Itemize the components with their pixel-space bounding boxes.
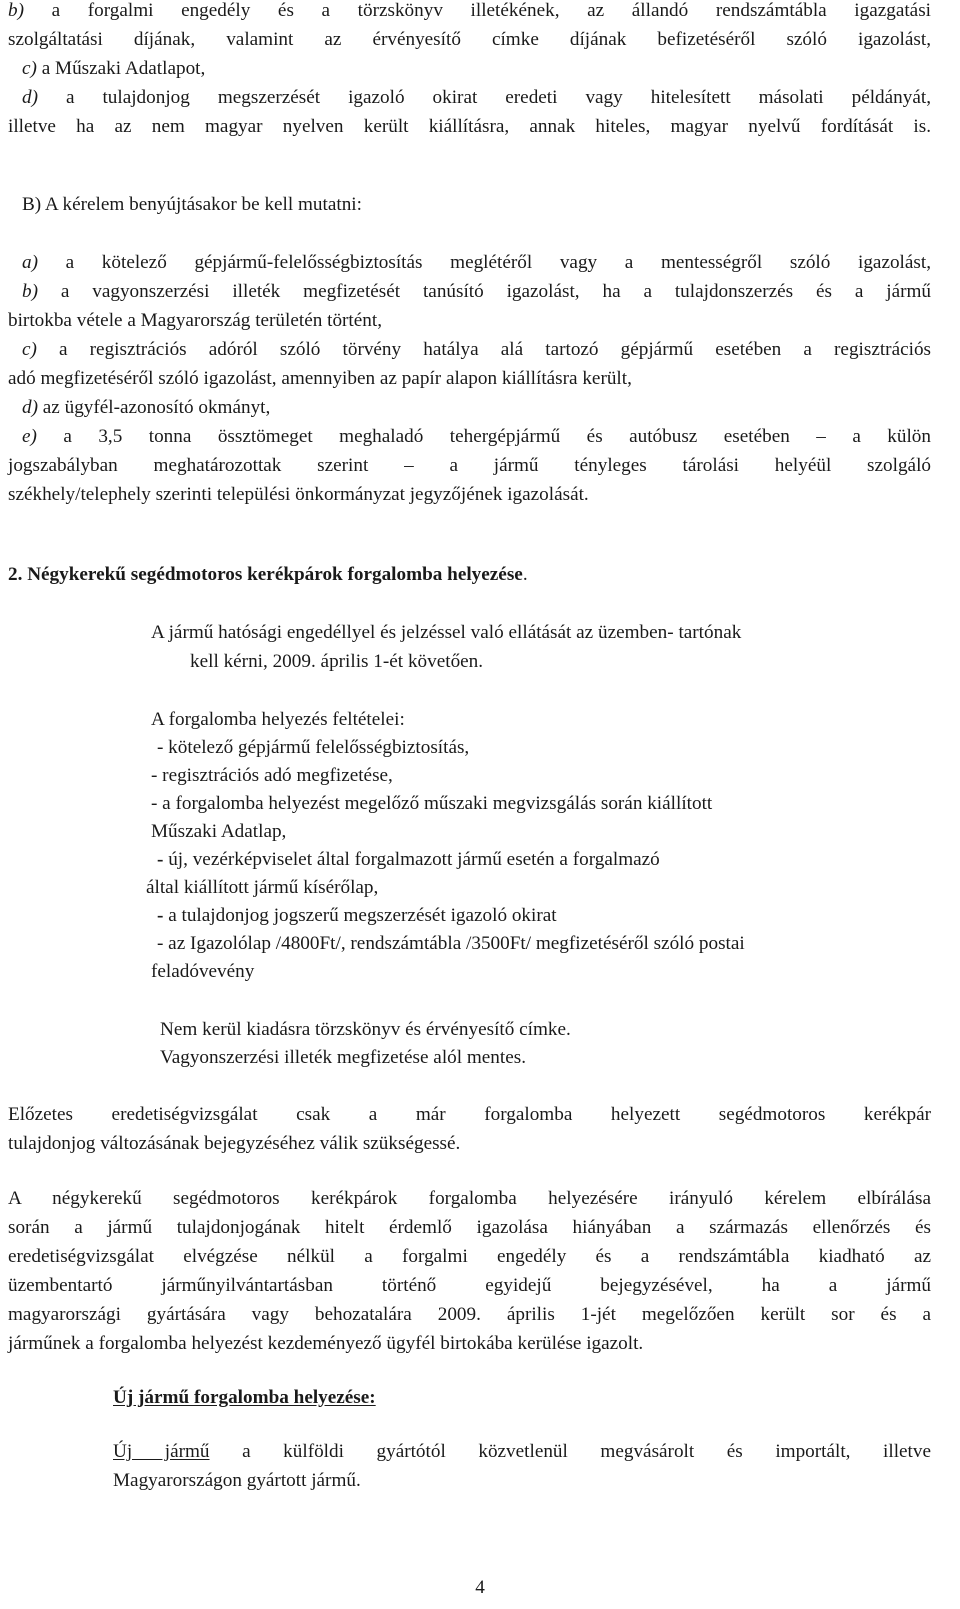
para2-line4: üzembentartó járműnyilvántartásban történő egyidejű bejegyzésével, ha a jármű: [8, 1275, 931, 1296]
condition-3-line2: Műszaki Adatlap,: [151, 821, 287, 842]
item-e-line2: jogszabályban meghatározottak szerint – a jármű tényleges tárolási helyéül szolgáló: [8, 455, 931, 476]
new-vehicle-def-line2: Magyarországon gyártott jármű.: [113, 1470, 361, 1491]
item-b-line2: szolgáltatási díjának, valamint az érvényesítő címke díjának befizetéséről szóló igazolást,: [8, 29, 931, 50]
item-text: a Műszaki Adatlapot,: [36, 58, 206, 79]
condition-4-line1: [157, 846, 660, 874]
new-vehicle-def-line1: [113, 1438, 931, 1466]
item-label: a): [22, 252, 38, 273]
note-2: Vagyonszerzési illeték megfizetése alól mentes.: [160, 1047, 527, 1068]
para2-line5: magyarországi gyártására vagy behozatalára 2009. április 1-jét megelőzően került sor és a: [8, 1304, 931, 1325]
condition-text: a tulajdonjog jogszerű megszerzését igazoló okirat: [163, 905, 557, 926]
para2-line6: járműnek a forgalomba helyezést kezdeményező ügyfél birtokába kerülése igazolt.: [8, 1333, 644, 1354]
heading-text: 2. Négykerekű segédmotoros kerékpárok forgalomba helyezése: [8, 564, 523, 585]
item-b-line2: birtokba vétele a Magyarország területén történt,: [8, 310, 382, 331]
item-text: a forgalmi engedély és a törzskönyv illetékének, az állandó rendszámtábla igazgatási: [23, 0, 931, 21]
condition-text: új, vezérképviselet által forgalmazott jármű esetén a forgalmazó: [163, 849, 660, 870]
condition-4-line2: által kiállított jármű kísérőlap,: [146, 877, 379, 898]
item-a-line: [22, 249, 931, 277]
conditions-title: A forgalomba helyezés feltételei:: [151, 709, 405, 730]
para2-line2: során a jármű tulajdonjogának hitelt érdemlő igazolása hiányában a származás ellenőrzés és: [8, 1217, 931, 1238]
item-text: a tulajdonjog megszerzését igazoló okirat eredeti vagy hitelesített másolati példányát,: [37, 87, 931, 108]
item-c-line: [22, 55, 205, 83]
para2-line3: eredetiségvizsgálat elvégzése nélkül a forgalmi engedély és a rendszámtábla kiadható az: [8, 1246, 931, 1267]
condition-6-line1: - az Igazolólap /4800Ft/, rendszámtábla /3500Ft/ megfizetéséről szóló postai: [157, 933, 745, 954]
intro-line2: kell kérni, 2009. április 1-ét követően.: [190, 651, 484, 672]
condition-1: - kötelező gépjármű felelősségbiztosítás,: [157, 737, 470, 758]
new-vehicle-heading: Új jármű forgalomba helyezése:: [113, 1387, 376, 1408]
item-d-line1: [22, 84, 931, 112]
item-b-line1: [8, 0, 931, 25]
para1-line1: Előzetes eredetiségvizsgálat csak a már forgalomba helyezett segédmotoros kerékpár: [8, 1104, 931, 1125]
section-2-heading: [8, 561, 528, 589]
item-d-line: [22, 394, 270, 422]
condition-6-line2: feladóvevény: [151, 961, 255, 982]
condition-2: - regisztrációs adó megfizetése,: [151, 765, 393, 786]
item-b-line1: [22, 278, 931, 306]
item-e-line3: székhely/telephely szerinti települési önkormányzat jegyzőjének igazolását.: [8, 484, 589, 505]
item-text: a vagyonszerzési illeték megfizetését tanúsító igazolást, ha a tulajdonszerzés és a jármű: [37, 281, 931, 302]
para1-line2: tulajdonjog változásának bejegyzéséhez válik szükségessé.: [8, 1133, 461, 1154]
item-text: az ügyfél-azonosító okmányt,: [37, 397, 271, 418]
definition-text: a külföldi gyártótól közvetlenül megvásárolt és importált, illetve: [209, 1441, 931, 1462]
section-b-heading: B) A kérelem benyújtásakor be kell mutatni:: [22, 194, 362, 215]
item-text: a 3,5 tonna össztömeget meghaladó tehergépjármű és autóbusz esetében – a külön: [36, 426, 931, 447]
defined-term: Új jármű: [113, 1441, 210, 1462]
bullet-dash: -: [157, 849, 164, 870]
item-d-line2: illetve ha az nem magyar nyelven került kiállításra, annak hiteles, magyar nyelvű fordítását is.: [8, 116, 931, 137]
bullet-dash: -: [157, 905, 164, 926]
page-number: 4: [475, 1577, 485, 1598]
item-text: a regisztrációs adóról szóló törvény hatálya alá tartozó gépjármű esetében a regisztrációs: [36, 339, 931, 360]
item-label: b): [22, 281, 38, 302]
condition-3-line1: - a forgalomba helyezést megelőző műszaki megvizsgálás során kiállított: [151, 793, 713, 814]
item-c-line2: adó megfizetéséről szóló igazolást, amennyiben az papír alapon kiállításra került,: [8, 368, 632, 389]
intro-line1: A jármű hatósági engedéllyel és jelzéssel való ellátását az üzemben- tartónak: [151, 622, 742, 643]
item-label: d): [22, 87, 38, 108]
item-e-line1: [22, 423, 931, 451]
item-label: c): [22, 339, 37, 360]
item-label: d): [22, 397, 38, 418]
note-1: Nem kerül kiadásra törzskönyv és érvényesítő címke.: [160, 1019, 571, 1040]
item-label: b): [8, 0, 24, 21]
condition-5: [157, 902, 557, 930]
item-c-line1: [22, 336, 931, 364]
item-label: e): [22, 426, 37, 447]
heading-period: .: [522, 564, 528, 585]
para2-line1: A négykerekű segédmotoros kerékpárok forgalomba helyezésére irányuló kérelem elbírálása: [8, 1188, 931, 1209]
item-label: c): [22, 58, 37, 79]
item-text: a kötelező gépjármű-felelősségbiztosítás meglétéről vagy a mentességről szóló igazolást,: [37, 252, 931, 273]
